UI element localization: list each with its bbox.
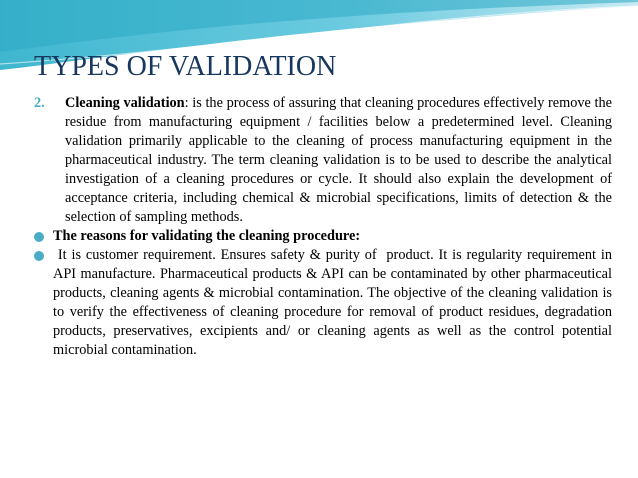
- item-definition: : is the process of assuring that cleaning procedures effectively remove the residue from manufacturing equipment / facilities below a predetermined level. Cleaning validation primarily applicable to the cleaning of process manufacturing equipment in the pharmaceutical industry. The term cleaning validation is to be used to describe the analytical investigation of a cleaning procedures or cycle. It should also explain the development of acceptance criteria, including chemical & microbial specifications, limits of detection & the selection of sampling methods.: [65, 95, 612, 225]
- bullet-icon: [34, 232, 44, 242]
- item-term: Cleaning validation: [65, 95, 185, 111]
- slide-title: TYPES OF VALIDATION: [34, 51, 337, 82]
- bullet-text: It is customer requirement. Ensures safety & purity of product. It is regularity requirement in API manufacture. Pharmaceutical products & API can be contaminated by other pharmaceutical products, cleaning agents & microbial contamination. The objective of the cleaning validation is to verify the effectiveness of cleaning procedure for removal of product residues, degradation products, preservatives, excipients and/ or cleaning agents as well as the control potential microbial contamination.: [53, 247, 616, 358]
- bullet-text: The reasons for validating the cleaning procedure:: [53, 228, 361, 244]
- bullet-item-reasons-body: [34, 246, 616, 360]
- bullet-item-reasons-heading: [34, 227, 612, 246]
- slide-content: [34, 94, 616, 360]
- numbered-item-cleaning-validation: [34, 94, 612, 227]
- bullet-icon: [34, 251, 44, 261]
- item-number: 2.: [34, 95, 45, 111]
